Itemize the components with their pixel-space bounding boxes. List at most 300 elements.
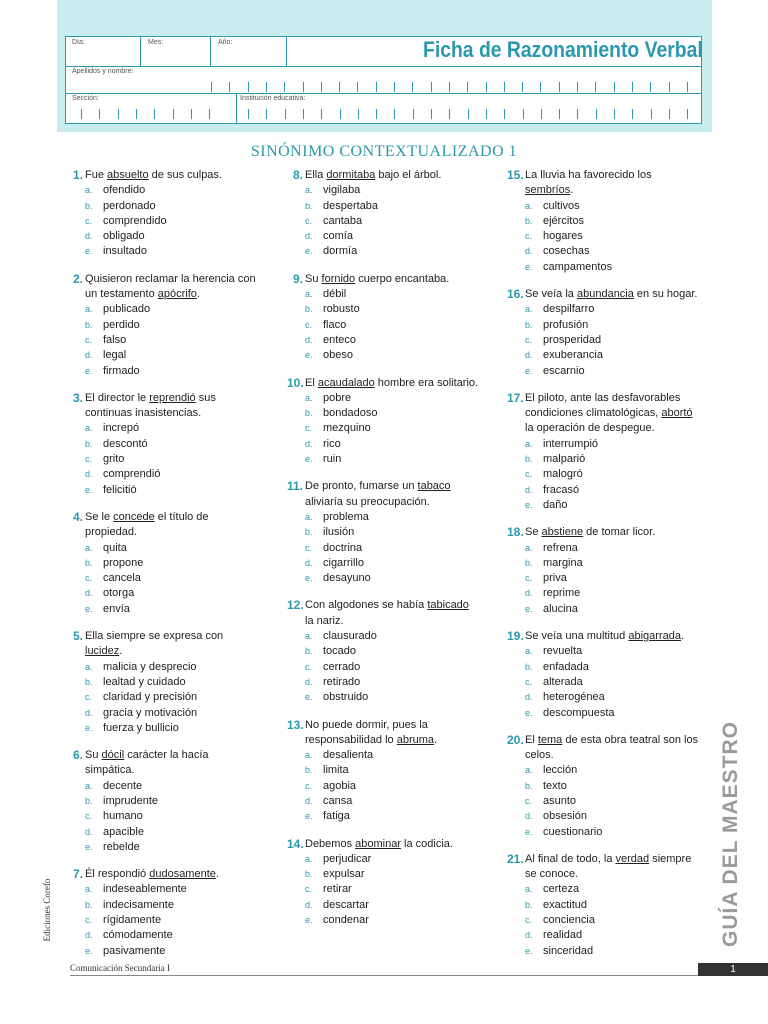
answer-option[interactable]: [287, 214, 479, 229]
year-label: Año:: [218, 39, 233, 46]
answer-option[interactable]: [507, 556, 701, 571]
option-letter: d.: [305, 899, 313, 910]
answer-option[interactable]: [67, 928, 259, 943]
question-sentence: [85, 168, 259, 183]
option-letter: e.: [525, 499, 533, 510]
answer-option[interactable]: [67, 913, 259, 928]
letter-box-divider: [669, 109, 670, 119]
answer-option[interactable]: [287, 644, 479, 659]
option-text: indeseablemente: [103, 883, 187, 896]
question-item: [67, 510, 259, 617]
answer-option[interactable]: [507, 318, 701, 333]
option-letter: a.: [85, 542, 93, 553]
option-letter: a.: [525, 304, 533, 315]
option-letter: e.: [85, 722, 93, 733]
question-number: 3.: [72, 390, 83, 405]
answer-option[interactable]: [287, 556, 479, 571]
publisher-label: Ediciones Corefo: [42, 878, 52, 942]
target-word: concede: [113, 510, 155, 523]
question-item: [507, 733, 701, 840]
letter-box-divider: [632, 82, 633, 92]
question-number: 7.: [72, 867, 83, 882]
option-text: cantaba: [323, 214, 363, 227]
option-text: perdonado: [103, 199, 156, 212]
section-label: Sección:: [72, 95, 99, 102]
letter-box-divider: [486, 109, 487, 119]
option-text: cultivos: [543, 199, 580, 212]
letter-box-divider: [431, 109, 432, 119]
option-text: comía: [323, 230, 353, 243]
letter-box-divider: [376, 109, 377, 119]
answer-option[interactable]: [507, 825, 701, 840]
answer-option[interactable]: [67, 944, 259, 959]
sentence-text-before: Se le: [85, 510, 114, 523]
option-text: despertaba: [323, 199, 379, 212]
answer-option[interactable]: [67, 437, 259, 452]
answer-option[interactable]: [507, 302, 701, 317]
option-text: perdido: [103, 318, 140, 331]
option-text: rebelde: [103, 840, 140, 853]
option-text: comprendido: [103, 214, 167, 227]
answer-option[interactable]: [507, 437, 701, 452]
sentence-text-before: Ella siempre se expresa con: [85, 630, 224, 643]
letter-box-divider: [376, 82, 377, 92]
answer-option[interactable]: [287, 913, 479, 928]
answer-option[interactable]: [67, 809, 259, 824]
letter-box-divider: [209, 109, 210, 119]
option-letter: b.: [525, 780, 533, 791]
answer-option[interactable]: [287, 898, 479, 913]
answer-option[interactable]: [67, 199, 259, 214]
answer-option[interactable]: [507, 467, 701, 482]
answer-option[interactable]: [67, 602, 259, 617]
answer-option[interactable]: [67, 452, 259, 467]
answer-option[interactable]: [67, 660, 259, 675]
option-text: refrena: [543, 541, 578, 554]
option-letter: a.: [85, 661, 93, 672]
letter-box-divider: [577, 82, 578, 92]
question-stem: [507, 391, 701, 437]
answer-option[interactable]: [507, 882, 701, 897]
answer-option[interactable]: [287, 690, 479, 705]
answer-option[interactable]: [507, 928, 701, 943]
question-sentence: [305, 718, 479, 749]
sentence-text-before: El: [525, 733, 538, 746]
sentence-text-after: .: [215, 868, 219, 881]
option-letter: a.: [305, 289, 313, 300]
question-item: [507, 629, 701, 721]
option-text: fracasó: [543, 483, 580, 496]
question-sentence: [525, 733, 701, 764]
option-letter: c.: [305, 884, 313, 895]
answer-option[interactable]: [507, 644, 701, 659]
sentence-text-before: Al final de todo, la: [525, 852, 616, 865]
option-letter: c.: [85, 915, 93, 926]
answer-option[interactable]: [67, 721, 259, 736]
answer-option[interactable]: [287, 244, 479, 259]
option-text: profusión: [543, 318, 589, 331]
option-letter: e.: [525, 261, 533, 272]
letter-box-divider: [266, 82, 267, 92]
answer-option[interactable]: [67, 882, 259, 897]
question-item: [67, 629, 259, 736]
answer-option[interactable]: [507, 541, 701, 556]
question-stem: [507, 525, 701, 540]
question-item: [507, 525, 701, 617]
letter-box-divider: [522, 82, 523, 92]
option-letter: a.: [525, 884, 533, 895]
option-letter: b.: [305, 408, 313, 419]
option-letter: d.: [85, 588, 93, 599]
option-letter: c.: [525, 469, 533, 480]
answer-option[interactable]: [507, 660, 701, 675]
sentence-text-after: bajo el árbol.: [375, 169, 442, 181]
answer-option[interactable]: [67, 541, 259, 556]
answer-option[interactable]: [507, 706, 701, 721]
option-letter: a.: [85, 780, 93, 791]
option-text: heterogénea: [543, 691, 605, 704]
section-letter-boxes[interactable]: [66, 108, 236, 119]
option-text: despilfarro: [543, 303, 595, 316]
answer-option[interactable]: [507, 898, 701, 913]
letter-box-divider: [248, 82, 249, 92]
option-letter: d.: [525, 350, 533, 361]
sentence-text-before: Se: [525, 526, 542, 539]
question-stem: [287, 168, 479, 183]
option-letter: d.: [305, 676, 313, 687]
question-stem: [507, 168, 701, 199]
question-stem: [67, 391, 259, 422]
answer-option[interactable]: [67, 779, 259, 794]
answer-option[interactable]: [287, 571, 479, 586]
answer-option[interactable]: [67, 183, 259, 198]
option-letter: c.: [305, 319, 313, 330]
answer-option[interactable]: [287, 867, 479, 882]
letter-box-divider: [651, 109, 652, 119]
answer-option[interactable]: [287, 748, 479, 763]
letter-box-divider: [431, 82, 432, 92]
answer-option[interactable]: [507, 809, 701, 824]
answer-option[interactable]: [67, 214, 259, 229]
name-letter-boxes[interactable]: [66, 81, 701, 92]
question-number: 21.: [507, 851, 524, 866]
question-sentence: [525, 287, 701, 302]
answer-option[interactable]: [507, 571, 701, 586]
answer-option[interactable]: [287, 452, 479, 467]
option-letter: b.: [85, 319, 93, 330]
option-letter: c.: [305, 423, 313, 434]
answer-option[interactable]: [507, 229, 701, 244]
answer-option[interactable]: [507, 483, 701, 498]
answer-option[interactable]: [287, 809, 479, 824]
option-text: malogró: [543, 468, 583, 481]
option-letter: e.: [305, 350, 313, 361]
option-letter: b.: [305, 527, 313, 538]
answer-option[interactable]: [67, 586, 259, 601]
option-text: enteco: [323, 333, 357, 346]
question-column-3: [507, 168, 701, 971]
option-letter: b.: [525, 319, 533, 330]
answer-option[interactable]: [67, 229, 259, 244]
footer-rule: [70, 975, 768, 976]
answer-option[interactable]: [67, 706, 259, 721]
option-letter: e.: [305, 811, 313, 822]
day-label: Día:: [72, 39, 85, 46]
option-letter: e.: [305, 915, 313, 926]
option-text: legal: [103, 349, 127, 362]
answer-option[interactable]: [507, 763, 701, 778]
answer-option[interactable]: [67, 556, 259, 571]
answer-option[interactable]: [507, 913, 701, 928]
name-label: Apellidos y nombre:: [72, 68, 134, 75]
sentence-text-after: el título de propiedad.: [85, 510, 209, 539]
option-letter: d.: [525, 246, 533, 257]
option-letter: c.: [525, 676, 533, 687]
option-text: rico: [323, 437, 341, 450]
answer-option[interactable]: [507, 260, 701, 275]
answer-option[interactable]: [287, 229, 479, 244]
question-stem: [287, 376, 479, 391]
answer-option[interactable]: [287, 541, 479, 556]
sentence-text-after: de sus culpas.: [148, 169, 222, 181]
answer-option[interactable]: [287, 525, 479, 540]
question-sentence: [525, 852, 701, 883]
answer-option[interactable]: [287, 318, 479, 333]
answer-option[interactable]: [287, 675, 479, 690]
letter-box-divider: [541, 109, 542, 119]
option-letter: e.: [85, 246, 93, 257]
answer-option[interactable]: [287, 183, 479, 198]
target-word: apócrifo: [157, 288, 197, 301]
answer-option[interactable]: [67, 483, 259, 498]
answer-option[interactable]: [287, 510, 479, 525]
answer-option[interactable]: [287, 852, 479, 867]
question-item: [67, 168, 259, 260]
option-letter: e.: [85, 841, 93, 852]
letter-box-divider: [173, 109, 174, 119]
option-letter: e.: [305, 246, 313, 257]
letter-box-divider: [595, 82, 596, 92]
question-sentence: [525, 629, 701, 644]
answer-option[interactable]: [67, 571, 259, 586]
target-word: abstiene: [541, 526, 584, 539]
option-text: fatiga: [323, 810, 350, 823]
answer-option[interactable]: [287, 763, 479, 778]
target-word: fornido: [321, 272, 356, 285]
option-text: comprendió: [103, 468, 161, 481]
worksheet-title: Ficha de Razonamiento Verbal: [423, 37, 703, 62]
answer-option[interactable]: [67, 840, 259, 855]
answer-option[interactable]: [507, 779, 701, 794]
question-stem: [67, 748, 259, 779]
option-text: bondadoso: [323, 407, 378, 420]
answer-option[interactable]: [67, 244, 259, 259]
option-letter: e.: [305, 692, 313, 703]
letter-box-divider: [191, 109, 192, 119]
option-text: firmado: [103, 364, 140, 377]
option-text: perjudicar: [323, 852, 372, 865]
answer-option[interactable]: [67, 794, 259, 809]
question-stem: [507, 852, 701, 883]
answer-option[interactable]: [287, 391, 479, 406]
answer-option[interactable]: [507, 794, 701, 809]
answer-option[interactable]: [287, 779, 479, 794]
option-letter: c.: [85, 334, 93, 345]
answer-option[interactable]: [67, 898, 259, 913]
option-text: descontó: [103, 437, 148, 450]
option-text: rígidamente: [103, 914, 162, 927]
sentence-text-after: la codicia.: [401, 837, 453, 850]
sentence-text-after: la nariz.: [305, 614, 344, 627]
answer-option[interactable]: [287, 794, 479, 809]
option-text: imprudente: [103, 794, 159, 807]
answer-option[interactable]: [507, 690, 701, 705]
question-sentence: [525, 168, 701, 199]
option-text: débil: [323, 288, 347, 301]
question-stem: [67, 272, 259, 303]
answer-option[interactable]: [287, 882, 479, 897]
sentence-text-before: Se veía la: [525, 288, 577, 301]
option-text: revuelta: [543, 645, 583, 658]
answer-option[interactable]: [507, 602, 701, 617]
answer-option[interactable]: [67, 348, 259, 363]
answer-option[interactable]: [507, 333, 701, 348]
answer-option[interactable]: [287, 406, 479, 421]
option-text: limita: [323, 764, 349, 777]
answer-option[interactable]: [67, 364, 259, 379]
option-letter: b.: [305, 646, 313, 657]
option-text: margina: [543, 556, 583, 569]
answer-option[interactable]: [507, 498, 701, 513]
option-text: desayuno: [323, 572, 371, 585]
answer-option[interactable]: [287, 348, 479, 363]
question-stem: [507, 733, 701, 764]
option-letter: b.: [85, 795, 93, 806]
answer-option[interactable]: [507, 214, 701, 229]
target-word: lucidez: [85, 645, 120, 658]
option-text: malparió: [543, 453, 586, 466]
option-letter: d.: [305, 231, 313, 242]
sentence-text-after: .: [680, 630, 684, 643]
option-text: gracia y motivación: [103, 706, 198, 719]
sentence-text-after: hombre era solitario.: [374, 376, 479, 389]
option-text: alterada: [543, 675, 583, 688]
target-word: reprendió: [149, 391, 196, 404]
question-item: [287, 479, 479, 586]
option-text: robusto: [323, 303, 360, 316]
letter-box-divider: [486, 82, 487, 92]
option-text: ilusión: [323, 526, 355, 539]
question-item: [287, 272, 479, 364]
question-number: 18.: [507, 525, 524, 540]
question-number: 13.: [287, 717, 304, 732]
target-word: acaudalado: [317, 376, 375, 389]
answer-option[interactable]: [507, 675, 701, 690]
answer-option[interactable]: [507, 944, 701, 959]
letter-box-divider: [687, 109, 688, 119]
answer-option[interactable]: [507, 452, 701, 467]
answer-option[interactable]: [67, 318, 259, 333]
sentence-text-after: .: [196, 288, 200, 301]
answer-option[interactable]: [507, 199, 701, 214]
sentence-text-before: No puede dormir, pues la responsabilidad lo: [305, 718, 428, 746]
option-letter: e.: [85, 484, 93, 495]
letter-box-divider: [559, 109, 560, 119]
option-letter: e.: [525, 365, 533, 376]
option-letter: a.: [85, 423, 93, 434]
option-letter: a.: [525, 542, 533, 553]
letter-box-divider: [596, 109, 597, 119]
sentence-text-after: siempre se conoce.: [525, 852, 692, 881]
question-item: [287, 718, 479, 825]
target-word: abortó: [661, 407, 693, 420]
answer-option[interactable]: [287, 333, 479, 348]
answer-option[interactable]: [287, 437, 479, 452]
answer-option[interactable]: [67, 302, 259, 317]
option-letter: c.: [525, 334, 533, 345]
question-number: 15.: [507, 168, 524, 182]
option-letter: d.: [85, 930, 93, 941]
option-letter: a.: [525, 765, 533, 776]
answer-option[interactable]: [507, 244, 701, 259]
question-item: [287, 598, 479, 705]
option-letter: b.: [85, 557, 93, 568]
letter-box-divider: [303, 109, 304, 119]
answer-option[interactable]: [287, 199, 479, 214]
letter-box-divider: [523, 109, 524, 119]
letter-box-divider: [81, 109, 82, 119]
question-item: [287, 168, 479, 260]
institution-letter-boxes[interactable]: [236, 108, 701, 119]
sentence-text-before: Debemos: [305, 837, 356, 850]
answer-option[interactable]: [67, 825, 259, 840]
option-letter: c.: [85, 215, 93, 226]
answer-option[interactable]: [287, 287, 479, 302]
answer-option[interactable]: [67, 675, 259, 690]
question-stem: [287, 479, 479, 510]
answer-option[interactable]: [67, 467, 259, 482]
question-sentence: [85, 272, 259, 303]
answer-option[interactable]: [287, 421, 479, 436]
option-text: sinceridad: [543, 944, 594, 957]
page-number: 1: [698, 963, 768, 976]
option-text: malicia y desprecio: [103, 660, 197, 673]
option-text: problema: [323, 510, 369, 523]
option-text: priva: [543, 572, 567, 585]
answer-option[interactable]: [67, 421, 259, 436]
answer-option[interactable]: [507, 348, 701, 363]
answer-option[interactable]: [287, 660, 479, 675]
option-letter: c.: [85, 692, 93, 703]
option-letter: e.: [85, 365, 93, 376]
option-letter: b.: [525, 557, 533, 568]
question-number: 20.: [507, 732, 524, 747]
answer-option[interactable]: [507, 586, 701, 601]
answer-option[interactable]: [287, 629, 479, 644]
letter-box-divider: [248, 109, 249, 119]
answer-option[interactable]: [287, 302, 479, 317]
option-letter: b.: [525, 661, 533, 672]
answer-option[interactable]: [67, 690, 259, 705]
option-letter: d.: [305, 795, 313, 806]
question-number: 19.: [507, 629, 524, 644]
question-sentence: [305, 376, 479, 391]
answer-option[interactable]: [507, 364, 701, 379]
sentence-text-before: Quisieron reclamar la herencia con un testamento: [85, 272, 256, 301]
answer-option[interactable]: [67, 333, 259, 348]
sentence-text-after: .: [119, 645, 123, 658]
option-text: expulsar: [323, 868, 365, 881]
